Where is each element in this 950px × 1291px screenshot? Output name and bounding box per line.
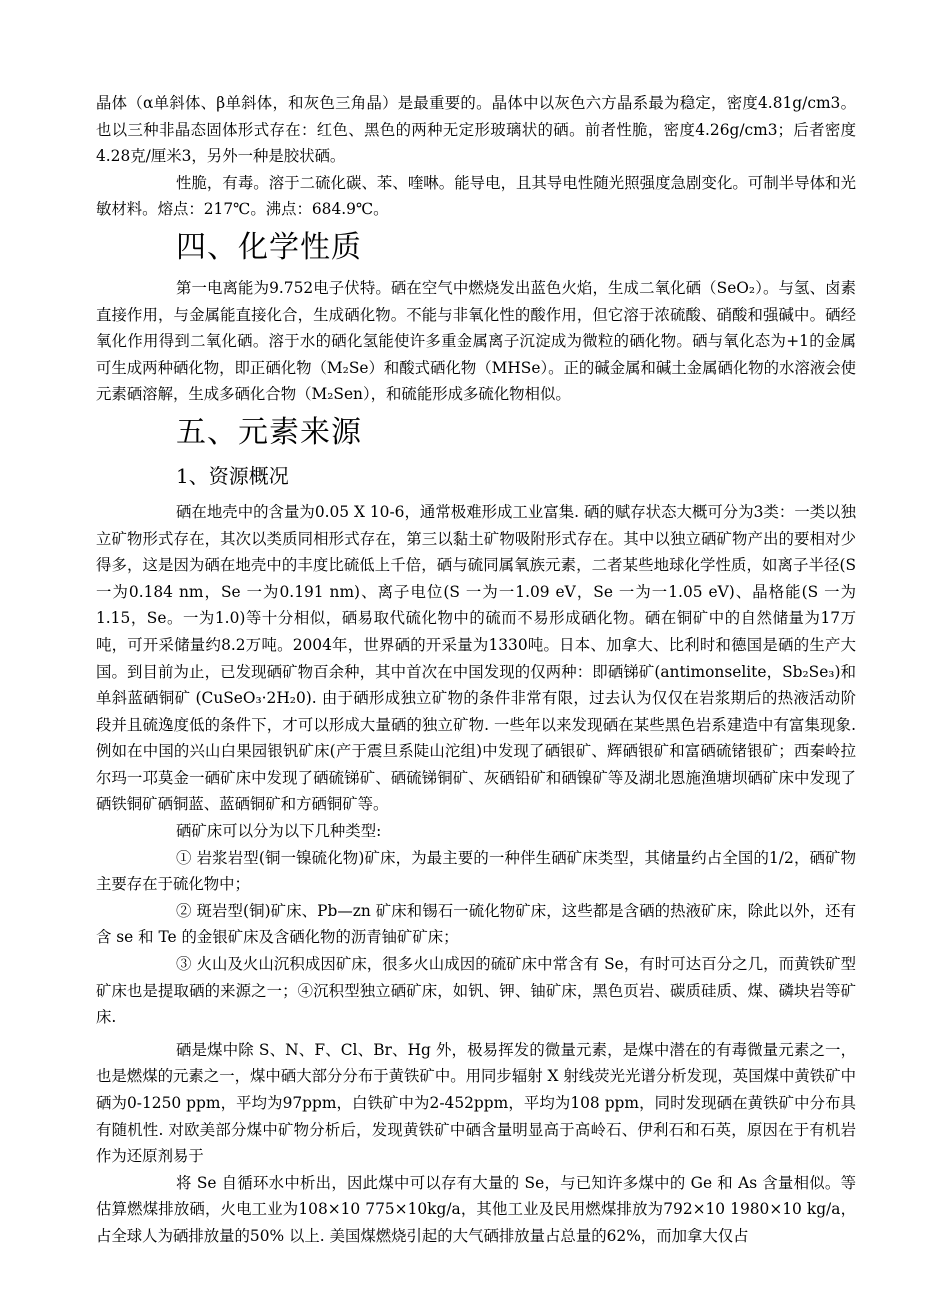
deposit-types-intro: 硒矿床可以分为以下几种类型: [176, 822, 382, 841]
document-page [96, 90, 856, 1250]
emission-paragraph: 将 Se 自循环水中析出，因此煤中可以存有大量的 Se，与已知许多煤中的 Ge 和 As 含量相似。等估算燃煤排放硒，火电工业为108×10 775×10kg/a，其他工业及民用燃煤排放为792×10 1980×10 kg/a，占全球人为硒排放量的50% 以上. 美国煤燃烧引起的大气硒排放量占总量的62%，而加拿大仅占 [96, 1173, 856, 1245]
coal-selenium-paragraph: 硒是煤中除 S、N、F、Cl、Br、Hg 外，极易挥发的微量元素，是煤中潜在的有毒微量元素之一，也是燃煤的元素之一，煤中硒大部分分布于黄铁矿中。用同步辐射 X 射线荧光光谱分析发现，英国煤中黄铁矿中硒为0-1250 ppm，平均为97ppm，白铁矿中为2-452ppm，平均为108 ppm，同时发现硒在黄铁矿中分布具有随机性. 对欧美部分煤中矿物分析后，发现黄铁矿中硒含量明显高于高岭石、伊利石和石英，原因在于有机岩作为还原剂易于 [96, 1040, 856, 1166]
section-title-element-source: 五、元素来源 [176, 414, 362, 450]
subsection-title-resources: 1、资源概况 [176, 463, 289, 488]
deposit-type-3-4: ③ 火山及火山沉积成因矿床，很多火山成因的硫矿床中常含有 Se，有时可达百分之几，而黄铁矿型矿床也是提取硒的来源之一；④沉积型独立硒矿床，如钒、钾、铀矿床，黑色页岩、碳质硅质、煤、磷块岩等矿床. [96, 955, 856, 1027]
section-title-chemical-properties: 四、化学性质 [176, 229, 362, 265]
chemical-properties-paragraph: 第一电离能为9.752电子伏特。硒在空气中燃烧发出蓝色火焰，生成二氧化硒（SeO₂）。与氢、卤素直接作用，与金属能直接化合，生成硒化物。不能与非氧化性的酸作用，但它溶于浓硫酸、硝酸和强碱中。硒经氧化作用得到二氧化硒。溶于水的硒化氢能使许多重金属离子沉淀成为微粒的硒化物。硒与氧化态为+1的金属可生成两种硒化物，即正硒化物（M₂Se）和酸式硒化物（MHSe）。正的碱金属和碱土金属硒化物的水溶液会使元素硒溶解，生成多硒化合物（M₂Sen），和硫能形成多硫化物相似。 [96, 278, 856, 404]
deposit-type-2: ② 斑岩型(铜)矿床、Pb—zn 矿床和锡石一硫化物矿床，这些都是含硒的热液矿床，除此以外，还有含 se 和 Te 的金银矿床及含硒化物的沥青铀矿矿床； [96, 901, 856, 947]
physical-properties-paragraph: 性脆，有毒。溶于二硫化碳、苯、喹啉。能导电，且其导电性随光照强度急剧变化。可制半导体和光敏材料。熔点：217℃。沸点：684.9℃。 [96, 173, 856, 219]
crystal-paragraph: 晶体（α单斜体、β单斜体，和灰色三角晶）是最重要的。晶体中以灰色六方晶系最为稳定，密度4.81g/cm3。也以三种非晶态固体形式存在：红色、黑色的两种无定形玻璃状的硒。前者性脆，密度4.26g/cm3；后者密度4.28克/厘米3，另外一种是胶状硒。 [96, 94, 856, 166]
resource-overview-paragraph: 硒在地壳中的含量为0.05 X 10-6，通常极难形成工业富集. 硒的赋存状态大概可分为3类：一类以独立矿物形式存在，其次以类质同相形式存在，第三以黏土矿物吸附形式存在。其中以独立硒矿物产出的要相对少得多，这是因为硒在地壳中的丰度比硫低上千倍，硒与硫同属氧族元素，二者某些地球化学性质，如离子半径(S 一为0.184 nm，Se 一为0.191 nm)、离子电位(S 一为一1.09 eV，Se 一为一1.05 eV)、晶格能(S 一为1.15，Se。一为1.0)等十分相似，硒易取代硫化物中的硫而不易形成硒化物。硒在铜矿中的自然储量为17万吨，可开采储量约8.2万吨。2004年，世界硒的开采量为1330吨。日本、加拿大、比利时和德国是硒的生产大国。到目前为止，已发现硒矿物百余种，其中首次在中国发现的仅两种：即硒锑矿(antimonselite，Sb₂Se₃)和单斜蓝硒铜矿 (CuSeO₃·2H₂0). 由于硒形成独立矿物的条件非常有限，过去认为仅仅在岩浆期后的热液活动阶段并且硫逸度低的条件下，才可以形成大量硒的独立矿物. 一些年以来发现硒在某些黑色岩系建造中有富集现象. 例如在中国的兴山白果园银钒矿床(产于震旦系陡山沱组)中发现了硒银矿、辉硒银矿和富硒硫锗银矿；西秦岭拉尔玛一邛莫金一硒矿床中发现了硒硫锑矿、硒硫锑铜矿、灰硒铅矿和硒镍矿等及湖北恩施渔塘坝硒矿床中发现了硒铁铜矿硒铜蓝、蓝硒铜矿和方硒铜矿等。 [96, 502, 856, 814]
deposit-type-1: ① 岩浆岩型(铜一镍硫化物)矿床，为最主要的一种伴生硒矿床类型，其储量约占全国的1/2，硒矿物主要存在于硫化物中； [96, 848, 856, 894]
